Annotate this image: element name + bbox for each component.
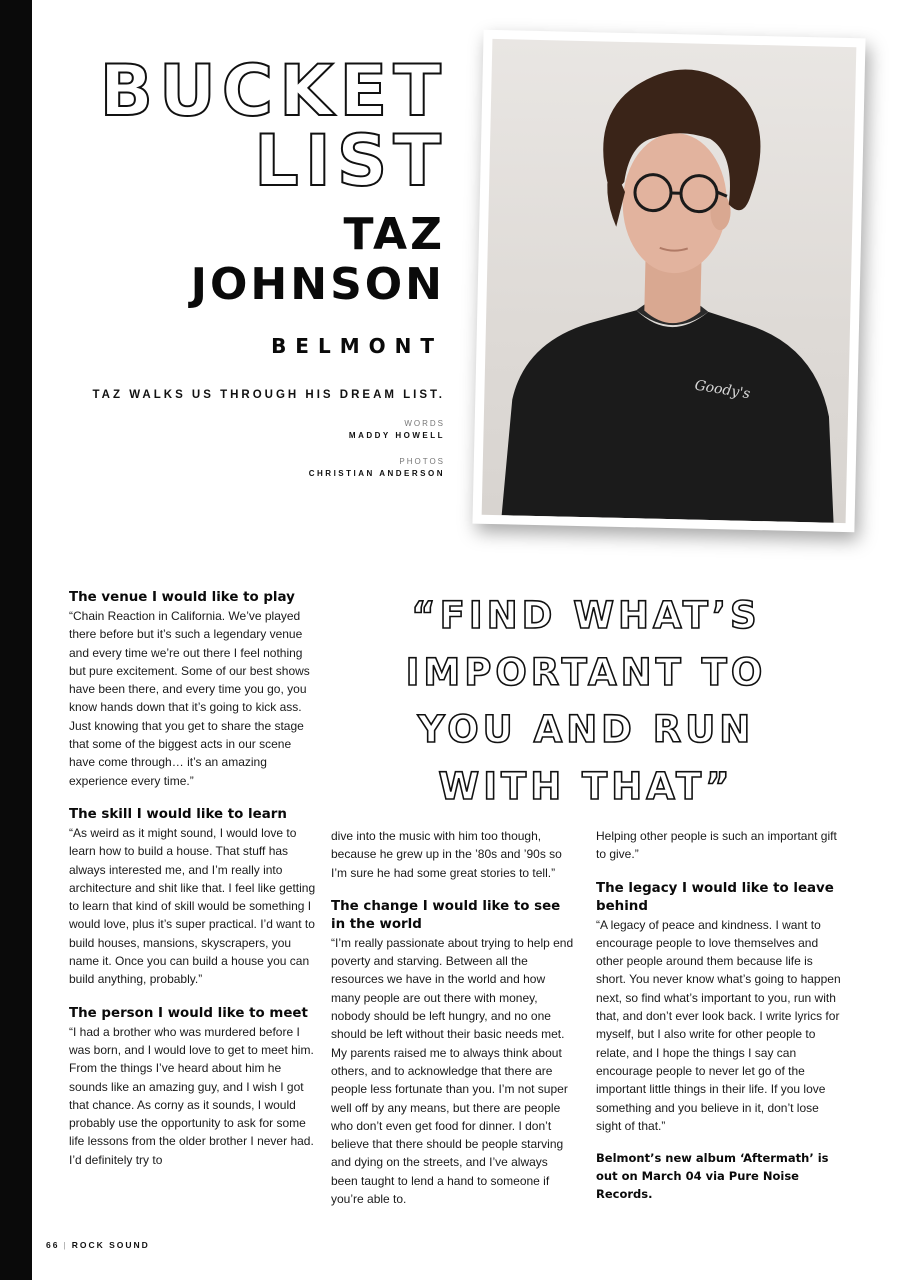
portrait-photo [482,39,857,523]
artist-name-line: JOHNSON [190,259,445,310]
legacy-body: “A legacy of peace and kindness. I want to encourage people to love themselves and other people around them because life is short. You never know what’s going to happen next, so find what’s important to you, run with that, and don’t ever look back. I write lyrics for myself, but I also write for other people to relate, and I hope the things I say can encourage people to never let go of the important little things in their life. If you love something and you believe in it, don’t lose sight of that.” [596,917,841,1133]
venue-heading: The venue I would like to play [69,590,295,605]
change-heading: The change I would like to see in the world [331,898,561,932]
folio-separator: | [63,1240,68,1250]
feature-title-line: BUCKET [99,50,447,132]
person-heading: The person I would like to meet [69,1005,308,1021]
person-body-continued: dive into the music with him too though, because he grew up in the ’80s and ’90s so I’m sure he had some great stories to tell.” [331,829,562,880]
column-middle [331,827,576,1208]
shirt-print: Goody's [693,377,752,403]
words-credit: MADDY HOWELL [348,431,445,440]
photos-label: PHOTOS [399,457,445,466]
venue-body: “Chain Reaction in California. We’ve played there before but it’s such a legendary venue and every time we’re out there I feel nothing but pure excitement. Some of our best shows have been there, and every time you go, you know hands down that it’s going to kick ass. Just knowing that you get to share the stage that some of the biggest acts in our scene have come through… it’s an amazing experience every time.” [69,609,310,788]
album-note: Belmont’s new album ‘Aftermath’ is out on March 04 via Pure Noise Records. [596,1151,829,1202]
feature-title [99,50,447,202]
feature-title-line: LIST [254,120,447,202]
legacy-heading: The legacy I would like to leave behind [596,880,834,914]
band-name: BELMONT [271,334,443,358]
standfirst: TAZ WALKS US THROUGH HIS DREAM LIST. [92,389,445,401]
magazine-name: ROCK SOUND [71,1240,150,1250]
page-number: 66 [46,1240,60,1250]
skill-body: “As weird as it might sound, I would love to learn how to build a house. That stuff has always interested me, and I’m really into architecture and shit like that. I feel like getting to learn that kind of skill would be something I would love, plus it’s super practical. I’d want to build houses, mansions, skyscrapers, you name it. Once you can build a house you can build anything, probably.” [69,825,316,987]
portrait-photo-card [472,30,865,533]
person-body: “I had a brother who was murdered before I was born, and I would love to get to meet him. From the things I’ve heard about him he sounds like an amazing guy, and I wish I got that chance. As corny as it sounds, I would probably use the opportunity to ask for some life lessons from the older brother I never had. I’d definitely try to [69,1024,314,1167]
page-folio [46,1240,150,1250]
artist-name-line: TAZ [343,209,445,260]
column-right [596,827,842,1203]
portrait-illustration [482,39,857,523]
photos-credit: CHRISTIAN ANDERSON [308,469,445,478]
column-left [69,589,319,1169]
change-body-continued: Helping other people is such an important gift to give.” [596,829,837,862]
change-body: “I’m really passionate about trying to help end poverty and starving. Between all the resources we have in the world and how many people are out there with money, nobody should be left hungry, and no one should be left without their basic needs met. My parents raised me to always think about others, and to acknowledge that there are people less fortunate than you. I’m not super well off by any means, but there are people who don’t even get food for dinner. I don’t believe that there should be people starving and dying on the streets, and I’ve always been taught to lend a hand to someone if you’re able to. [331,935,574,1207]
pull-quote: “FIND WHAT’S IMPORTANT TO YOU AND RUN WITH THAT” [405,594,767,808]
skill-heading: The skill I would like to learn [69,806,287,822]
words-label: WORDS [404,419,445,428]
page-edge-bar [0,0,32,1280]
artist-name [191,210,445,310]
